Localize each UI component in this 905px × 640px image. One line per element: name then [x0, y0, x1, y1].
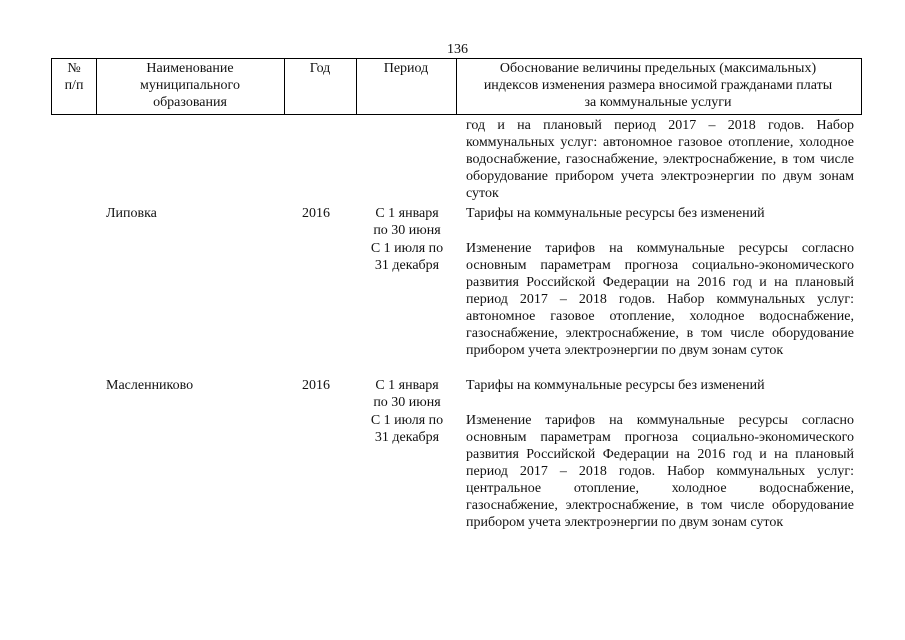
page-number: 136	[447, 42, 468, 57]
header-municipality: Наименование муниципального образования	[140, 61, 240, 110]
row-municipality: Масленниково	[106, 378, 194, 393]
header-justification: Обоснование величины предельных (максимальных) индексов изменения размера вносимой гражданами платы за коммунальные услуги	[483, 61, 833, 110]
row-period-first-half: С 1 января по 30 июня	[373, 378, 441, 410]
row-period-first-half: С 1 января по 30 июня	[373, 206, 441, 238]
row-period-second-half: С 1 июля по 31 декабря	[370, 413, 444, 445]
row-municipality: Липовка	[106, 206, 157, 221]
header-number: № п/п	[64, 61, 84, 93]
header-year: Год	[309, 61, 331, 76]
header-period: Период	[383, 61, 429, 76]
row-justification-second-half: Изменение тарифов на коммунальные ресурсы согласно основным параметрам прогноза социально-экономического развития Российской Федерации на 2016 год и на плановый период 2017 – 2018 годов. Набор коммунальных услуг: автономное газовое отопление, холодное водоснабжение, газоснабжение, электроснабжение, в том числе оборудование прибором учета электроэнергии по двум зонам суток	[466, 241, 854, 358]
row-period-second-half: С 1 июля по 31 декабря	[370, 241, 444, 273]
row-justification-first-half: Тарифы на коммунальные ресурсы без изменений	[466, 378, 765, 393]
row-justification-second-half: Изменение тарифов на коммунальные ресурсы согласно основным параметрам прогноза социально-экономического развития Российской Федерации на 2016 год и на плановый период 2017 – 2018 годов. Набор коммунальных услуг: центральное отопление, холодное водоснабжение, газоснабжение, электроснабжение, в том числе оборудование прибором учета электроэнергии по двум зонам суток	[466, 413, 854, 530]
row-year: 2016	[302, 378, 330, 393]
row-year: 2016	[302, 206, 330, 221]
row-justification-first-half: Тарифы на коммунальные ресурсы без изменений	[466, 206, 765, 221]
table-border-right	[861, 58, 862, 115]
continuation-text: год и на плановый период 2017 – 2018 годов. Набор коммунальных услуг: автономное газовое отопление, холодное водоснабжение, газоснабжение, электроснабжение, в том числе оборудование прибором учета электроэнергии по двум зонам суток	[466, 118, 854, 201]
